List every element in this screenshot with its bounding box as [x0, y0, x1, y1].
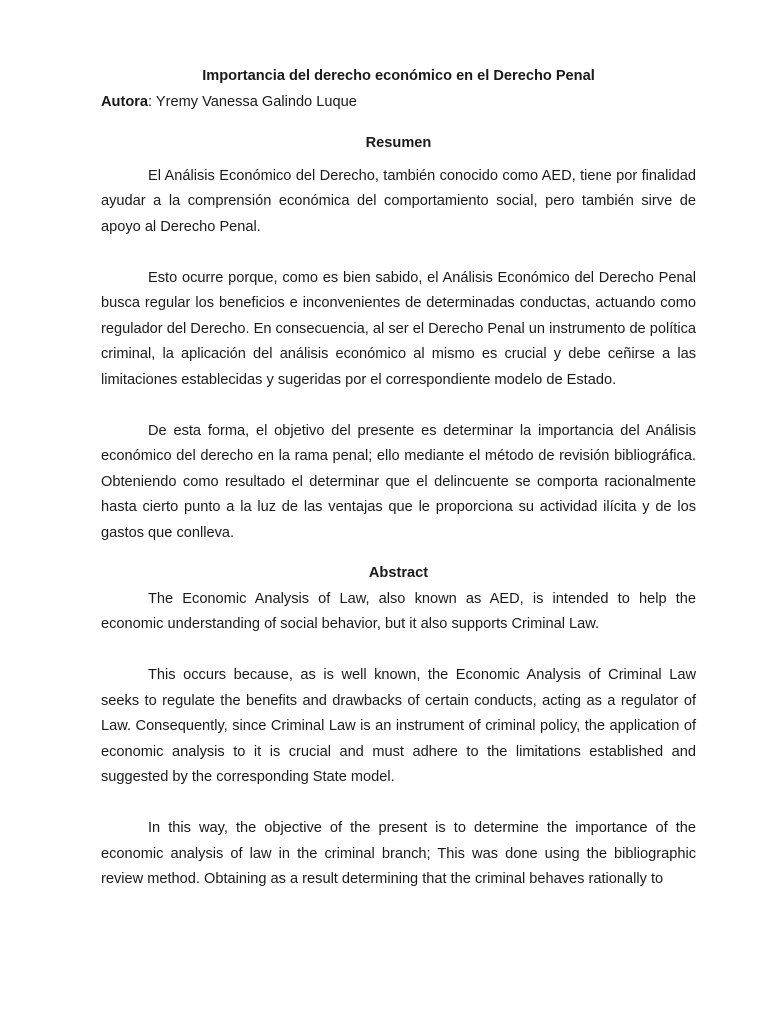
author-line — [101, 90, 696, 116]
resumen-heading: Resumen — [365, 135, 432, 151]
abstract-heading: Abstract — [368, 565, 429, 581]
abstract-paragraph-2: This occurs because, as is well known, the Economic Analysis of Criminal Law seeks to regulate the benefits and drawbacks of certain conducts, acting as a regulator of Law. Consequently, since Criminal Law is an instrument of criminal policy, the application of economic analysis to it is crucial and must adhere to the limitations established and suggested by the corresponding State model. — [101, 667, 696, 785]
abstract-paragraph-1: The Economic Analysis of Law, also known as AED, is intended to help the economic understanding of social behavior, but it also supports Criminal Law. — [101, 590, 696, 632]
resumen-paragraph-2: Esto ocurre porque, como es bien sabido, el Análisis Económico del Derecho Penal busca regular los beneficios e inconvenientes de determinadas conductas, actuando como regulador del Derecho. En consecuencia, al ser el Derecho Penal un instrumento de política criminal, la aplicación del análisis económico al mismo es crucial y debe ceñirse a las limitaciones establecidas y sugeridas por el correspondiente modelo de Estado. — [101, 269, 696, 388]
author-label: Autora — [101, 93, 149, 110]
resumen-paragraph-3: De esta forma, el objetivo del presente es determinar la importancia del Análisis económico del derecho en la rama penal; ello mediante el método de revisión bibliográfica. Obteniendo como resultado el determinar que el delincuente se comporta racionalmente hasta cierto punto a la luz de las ventajas que le proporciona su actividad ilícita y de los gastos que conlleva. — [101, 422, 696, 541]
abstract-paragraph-3: In this way, the objective of the present is to determine the importance of the economic analysis of law in the criminal branch; This was done using the bibliographic review method. Obtaining as a result determining that the criminal behaves rationally to — [101, 820, 696, 887]
document-page — [101, 64, 696, 893]
author-separator: : — [148, 93, 156, 110]
author-name: Yremy Vanessa Galindo Luque — [155, 93, 357, 110]
document-title: Importancia del derecho económico en el Derecho Penal — [202, 68, 595, 84]
resumen-paragraph-1: El Análisis Económico del Derecho, también conocido como AED, tiene por finalidad ayudar a la comprensión económica del comportamiento social, pero también sirve de apoyo al Derecho Penal. — [101, 167, 696, 235]
